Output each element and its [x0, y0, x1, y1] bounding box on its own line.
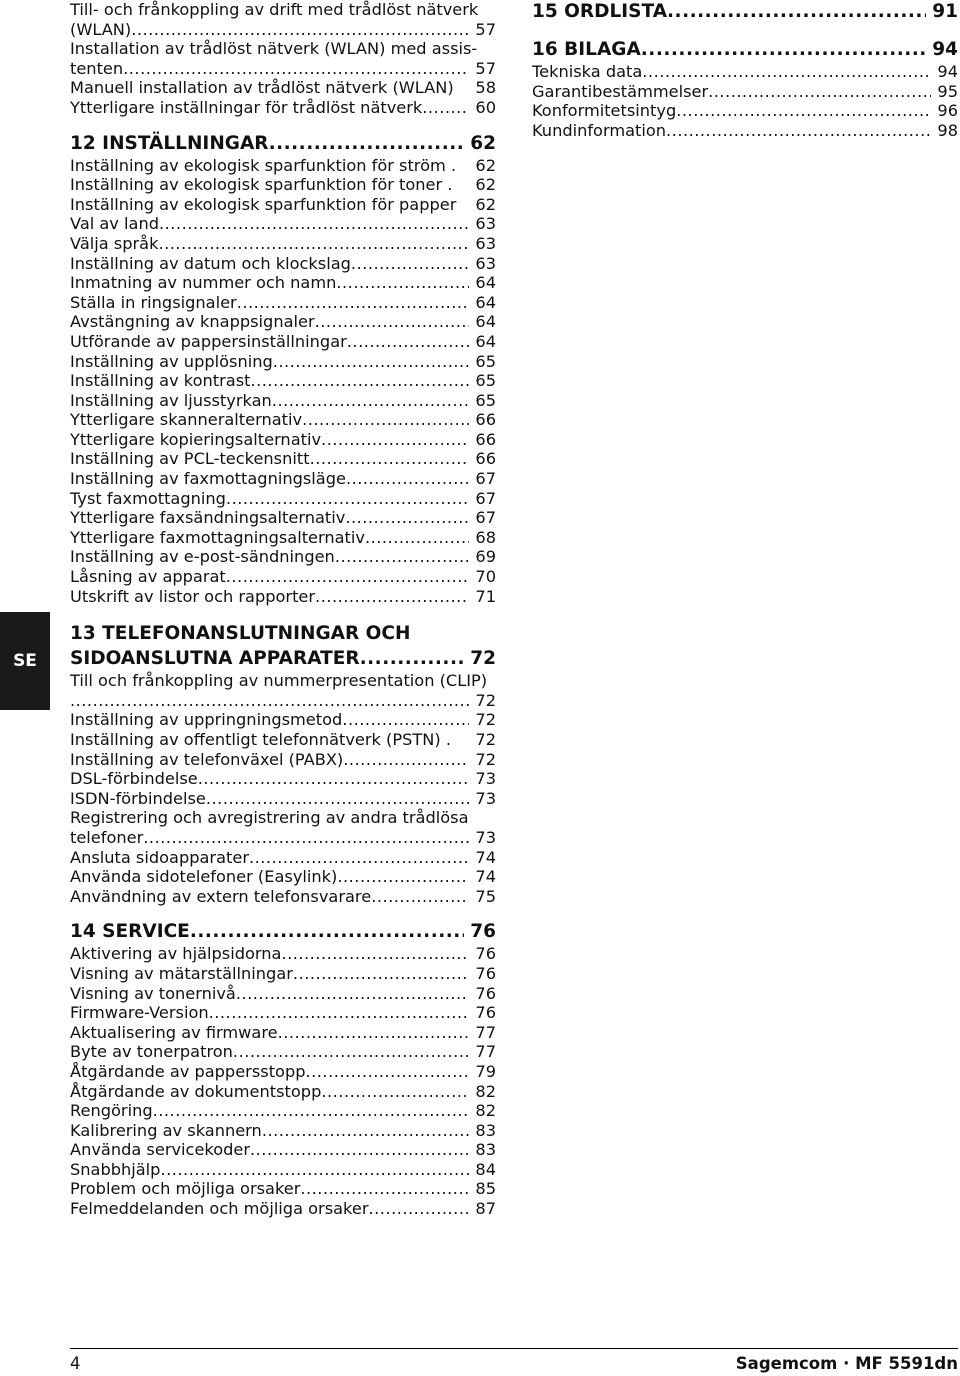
- toc-entry-title: Felmeddelanden och möjliga orsaker: [70, 1199, 369, 1219]
- toc-entry-title: DSL-förbindelse: [70, 769, 198, 789]
- toc-entry[interactable]: [70, 332, 496, 352]
- toc-entry[interactable]: [70, 352, 496, 372]
- dot-leader: [249, 848, 469, 868]
- toc-page-number: 87: [475, 1199, 496, 1219]
- toc-entry-title: Ytterligare inställningar för trådlöst nätverk: [70, 97, 423, 117]
- toc-page-number: 69: [475, 547, 496, 567]
- toc-section-heading: 13 TELEFONANSLUTNINGAR OCH: [70, 623, 411, 645]
- section-gap: [70, 118, 496, 132]
- toc-entry[interactable]: [70, 214, 496, 234]
- toc-entry-text: Till och frånkoppling av nummerpresentation (CLIP): [70, 671, 488, 691]
- toc-page-number: 67: [475, 469, 496, 489]
- toc-entry[interactable]: [70, 254, 496, 274]
- toc-page-number: 83: [475, 1120, 496, 1140]
- toc-entry[interactable]: [70, 1023, 496, 1043]
- toc-page-number: 62: [470, 132, 496, 154]
- toc-entry-title: Ytterligare faxmottagningsalternativ: [70, 527, 365, 547]
- toc-page-number: 62: [475, 194, 496, 214]
- dot-leader: [190, 920, 464, 944]
- toc-entry-text: Till- och frånkoppling av drift med trådlöst nätverk: [70, 0, 479, 19]
- dot-leader: [667, 0, 926, 24]
- toc-page-number: 83: [475, 1140, 496, 1160]
- dot-leader: [269, 132, 465, 156]
- toc-entry-title: Firmware-Version: [70, 1003, 209, 1023]
- toc-entry[interactable]: [70, 887, 496, 907]
- toc-entry-title: Visning av mätarställningar: [70, 963, 293, 983]
- toc-entry-title: Kalibrering av skannern: [70, 1120, 262, 1140]
- toc-entry-title: (WLAN): [70, 19, 132, 39]
- toc-left-column: [70, 0, 496, 1219]
- section-gap: [70, 606, 496, 620]
- dot-leader: [273, 352, 470, 372]
- toc-entry-title: Ytterligare skanneralternativ: [70, 410, 303, 430]
- toc-entry[interactable]: [70, 528, 496, 548]
- toc-entry[interactable]: [70, 730, 496, 750]
- section-gap: [70, 906, 496, 920]
- toc-page-number: 70: [475, 567, 496, 587]
- toc-page-number: 72: [475, 730, 496, 749]
- toc-entry-title: Garantibestämmelser: [532, 81, 709, 101]
- toc-page-number: 64: [475, 331, 496, 351]
- toc-entry[interactable]: [532, 62, 958, 82]
- toc-entry-text: Registrering och avregistrering av andra trådlösa: [70, 808, 469, 828]
- toc-entry[interactable]: [70, 1042, 496, 1062]
- dot-leader: [209, 1003, 470, 1023]
- toc-entry[interactable]: [532, 82, 958, 102]
- dot-leader: [160, 1160, 469, 1180]
- dot-leader: [666, 121, 931, 141]
- toc-page-number: 94: [932, 39, 958, 60]
- toc-entry-title: Tekniska data: [532, 62, 643, 81]
- toc-entry[interactable]: [70, 1140, 496, 1160]
- toc-entry-title: Använda servicekoder: [70, 1140, 251, 1160]
- footer-divider: [70, 1348, 958, 1349]
- toc-page-number: 66: [475, 410, 496, 430]
- toc-entry-title: Byte av tonerpatron: [70, 1042, 233, 1062]
- toc-entry[interactable]: [70, 234, 496, 254]
- dot-leader: [345, 508, 469, 528]
- toc-page-number: 57: [475, 19, 496, 39]
- toc-entry[interactable]: [70, 293, 496, 313]
- dot-leader: [360, 647, 465, 671]
- dot-leader: [302, 410, 469, 430]
- dot-leader: [371, 887, 469, 907]
- dot-leader: [676, 101, 931, 121]
- toc-entry-title: Ytterligare kopieringsalternativ: [70, 429, 322, 449]
- toc-entry-title: SIDOANSLUTNA APPARATER: [70, 648, 360, 670]
- toc-entry-title: Inställning av ekologisk sparfunktion för ström .: [70, 155, 457, 175]
- toc-entry-title: Använda sidotelefoner (Easylink): [70, 867, 338, 887]
- toc-entry[interactable]: [70, 710, 496, 730]
- toc-entry-title: Inställning av datum och klockslag: [70, 253, 351, 273]
- toc-section-heading[interactable]: [70, 132, 496, 156]
- toc-entry[interactable]: [70, 20, 496, 40]
- toc-entry[interactable]: [70, 508, 496, 528]
- toc-entry-title: Åtgärdande av dokumentstopp: [70, 1081, 322, 1101]
- dot-leader: [158, 234, 469, 254]
- toc-entry[interactable]: [70, 1199, 496, 1219]
- toc-entry[interactable]: [70, 1179, 496, 1199]
- toc-entry[interactable]: [70, 547, 496, 567]
- toc-entry-title: Aktivering av hjälpsidorna: [70, 944, 282, 964]
- dot-leader: [206, 789, 470, 809]
- toc-page-number: 73: [475, 827, 496, 847]
- toc-entry[interactable]: [70, 410, 496, 430]
- dot-leader: [641, 38, 926, 62]
- dot-leader: [272, 391, 470, 411]
- toc-entry[interactable]: [70, 691, 496, 711]
- toc-entry[interactable]: [70, 769, 496, 789]
- toc-page-number: 66: [475, 429, 496, 449]
- toc-entry-title: Avstängning av knappsignaler: [70, 312, 315, 332]
- toc-page-number: 57: [475, 58, 496, 78]
- toc-page-number: 77: [475, 1042, 496, 1062]
- dot-leader: [343, 750, 469, 770]
- toc-entry[interactable]: [70, 964, 496, 984]
- toc-entry[interactable]: [532, 101, 958, 121]
- toc-entry-title: Inställning av uppringningsmetod: [70, 710, 343, 730]
- dot-leader: [336, 273, 469, 293]
- toc-entry-title: Inställning av offentligt telefonnätverk (PSTN) .: [70, 730, 452, 749]
- dot-leader: [198, 769, 470, 789]
- toc-page-number: 82: [475, 1081, 496, 1101]
- toc-page-number: 66: [475, 449, 496, 469]
- toc-page-number: 96: [937, 101, 958, 121]
- dot-leader: [226, 567, 470, 587]
- toc-entry-title: Val av land: [70, 214, 159, 234]
- toc-entry-title: telefoner: [70, 827, 144, 847]
- toc-page-number: 62: [475, 175, 496, 195]
- toc-page-number: 64: [475, 312, 496, 332]
- toc-entry-title: 14 SERVICE: [70, 921, 190, 943]
- toc-page-number: 95: [937, 81, 958, 101]
- toc-right-column: [532, 0, 958, 140]
- toc-entry[interactable]: [70, 944, 496, 964]
- toc-page-number: 76: [475, 1003, 496, 1023]
- dot-leader: [262, 1121, 470, 1141]
- toc-page-number: 72: [475, 749, 496, 769]
- toc-section-heading[interactable]: [532, 38, 958, 62]
- toc-entry[interactable]: [70, 312, 496, 332]
- dot-leader: [346, 469, 469, 489]
- toc-entry[interactable]: [70, 195, 496, 215]
- toc-page-number: 82: [475, 1101, 496, 1121]
- toc-entry[interactable]: [70, 273, 496, 293]
- dot-leader: [422, 98, 469, 118]
- toc-entry[interactable]: [70, 78, 496, 98]
- dot-leader: [233, 1042, 469, 1062]
- toc-page-number: 58: [475, 78, 496, 98]
- dot-leader: [347, 332, 470, 352]
- toc-entry[interactable]: [70, 567, 496, 587]
- toc-entry[interactable]: [70, 1101, 496, 1121]
- toc-page-number: 67: [475, 488, 496, 508]
- toc-entry-title: Inmatning av nummer och namn: [70, 273, 337, 293]
- toc-entry-title: Manuell installation av trådlöst nätverk (WLAN): [70, 78, 454, 98]
- toc-entry-title: 12 INSTÄLLNINGAR: [70, 132, 269, 154]
- toc-entry-title: Ställa in ringsignaler: [70, 292, 237, 312]
- toc-entry[interactable]: [70, 789, 496, 809]
- toc-page-number: 64: [475, 292, 496, 312]
- toc-entry-title: Inställning av ekologisk sparfunktion för toner .: [70, 175, 453, 195]
- toc-page-number: 91: [932, 1, 958, 22]
- toc-entry[interactable]: [70, 1121, 496, 1141]
- toc-entry[interactable]: [70, 587, 496, 607]
- toc-page-number: 76: [475, 944, 496, 964]
- toc-entry[interactable]: [70, 98, 496, 118]
- dot-leader: [281, 944, 469, 964]
- toc-page-number: 76: [475, 983, 496, 1003]
- dot-leader: [123, 59, 469, 79]
- language-tab: SE: [0, 612, 50, 710]
- toc-entry[interactable]: [70, 1062, 496, 1082]
- toc-entry[interactable]: [70, 430, 496, 450]
- toc-entry-title: Inställning av PCL-teckensnitt: [70, 449, 310, 469]
- toc-page-number: 64: [475, 273, 496, 293]
- toc-entry-title: Inställning av telefonväxel (PABX): [70, 749, 344, 769]
- toc-entry-title: Inställning av ekologisk sparfunktion för papper: [70, 194, 457, 214]
- toc-page-number: 74: [475, 847, 496, 867]
- toc-entry[interactable]: [70, 489, 496, 509]
- dot-leader: [236, 984, 470, 1004]
- toc-entry[interactable]: [70, 371, 496, 391]
- toc-entry-title: Åtgärdande av pappersstopp: [70, 1061, 306, 1081]
- toc-page-number: 67: [475, 508, 496, 528]
- dot-leader: [153, 1101, 470, 1121]
- toc-entry[interactable]: [532, 121, 958, 141]
- toc-entry[interactable]: [70, 469, 496, 489]
- toc-entry[interactable]: [70, 449, 496, 469]
- toc-entry[interactable]: [70, 59, 496, 79]
- toc-entry[interactable]: [70, 828, 496, 848]
- toc-entry-title: Konformitetsintyg: [532, 101, 677, 121]
- toc-entry-title: Inställning av upplösning: [70, 351, 273, 371]
- toc-entry-title: Ansluta sidoapparater: [70, 847, 249, 867]
- dot-leader: [131, 20, 469, 40]
- toc-entry[interactable]: [70, 175, 496, 195]
- footer-page-number: 4: [70, 1354, 81, 1373]
- toc-entry[interactable]: [70, 848, 496, 868]
- dot-leader: [642, 62, 931, 82]
- toc-entry-title: Låsning av apparat: [70, 567, 226, 587]
- toc-page-number: 65: [475, 351, 496, 371]
- dot-leader: [278, 1023, 470, 1043]
- toc-page-number: 71: [475, 586, 496, 606]
- toc-entry-title: 16 BILAGA: [532, 39, 641, 60]
- toc-page-number: 72: [475, 710, 496, 730]
- toc-page-number: 63: [475, 233, 496, 253]
- toc-entry-title: Ytterligare faxsändningsalternativ: [70, 508, 346, 528]
- toc-entry-title: Inställning av e-post-sändningen: [70, 547, 335, 567]
- dot-leader: [368, 1199, 469, 1219]
- toc-entry-title: Kundinformation: [532, 120, 667, 140]
- toc-page-number: 68: [475, 527, 496, 547]
- dot-leader: [337, 867, 469, 887]
- toc-page-number: 63: [475, 253, 496, 273]
- toc-entry[interactable]: [70, 391, 496, 411]
- toc-entry-text: Installation av trådlöst nätverk (WLAN) med assis-: [70, 39, 478, 59]
- dot-leader: [321, 1082, 469, 1102]
- toc-page-number: 84: [475, 1159, 496, 1179]
- toc-entry-title: Inställning av kontrast: [70, 371, 251, 391]
- toc-page-number: 76: [475, 963, 496, 983]
- toc-entry-title: Snabbhjälp: [70, 1159, 161, 1179]
- section-gap: [532, 24, 958, 38]
- dot-leader: [70, 691, 469, 711]
- dot-leader: [250, 1140, 469, 1160]
- toc-page-number: 98: [937, 120, 958, 140]
- toc-entry-title: ISDN-förbindelse: [70, 788, 206, 808]
- toc-entry-title: Problem och möjliga orsaker: [70, 1179, 301, 1199]
- toc-entry-title: Rengöring: [70, 1101, 153, 1121]
- toc-page-number: 94: [937, 62, 958, 81]
- toc-entry-title: Utskrift av listor och rapporter: [70, 586, 316, 606]
- dot-leader: [159, 214, 469, 234]
- dot-leader: [306, 1062, 470, 1082]
- toc-page-number: 77: [475, 1022, 496, 1042]
- toc-page-number: 73: [475, 769, 496, 789]
- toc-section-heading[interactable]: [70, 920, 496, 944]
- toc-entry[interactable]: [70, 867, 496, 887]
- toc-page-number: 65: [475, 371, 496, 391]
- dot-leader: [300, 1179, 469, 1199]
- toc-page-number: 74: [475, 867, 496, 887]
- toc-page-number: 72: [475, 690, 496, 710]
- toc-entry-title: Utförande av pappersinställningar: [70, 331, 347, 351]
- toc-entry-title: Välja språk: [70, 233, 159, 253]
- toc-page-number: 85: [475, 1179, 496, 1199]
- toc-entry-title: Tyst faxmottagning: [70, 488, 226, 508]
- toc-page-number: 73: [475, 788, 496, 808]
- dot-leader: [143, 828, 469, 848]
- toc-entry[interactable]: [70, 156, 496, 176]
- dot-leader: [351, 254, 469, 274]
- dot-leader: [237, 293, 470, 313]
- toc-page-number: 79: [475, 1061, 496, 1081]
- toc-entry[interactable]: [70, 750, 496, 770]
- toc-entry-title: Inställning av ljusstyrkan: [70, 390, 272, 410]
- toc-entry-title: Visning av tonernivå: [70, 983, 236, 1003]
- toc-page-number: 72: [470, 648, 496, 670]
- toc-entry[interactable]: [70, 1003, 496, 1023]
- toc-entry-title: Användning av extern telefonsvarare: [70, 886, 372, 906]
- toc-entry[interactable]: [70, 1160, 496, 1180]
- dot-leader: [365, 528, 469, 548]
- dot-leader: [250, 371, 469, 391]
- dot-leader: [293, 964, 469, 984]
- toc-entry-title: tenten: [70, 58, 124, 78]
- toc-entry[interactable]: [70, 1082, 496, 1102]
- toc-page-number: 65: [475, 390, 496, 410]
- toc-section-heading[interactable]: [532, 0, 958, 24]
- toc-entry-title: Inställning av faxmottagningsläge: [70, 469, 346, 489]
- dot-leader: [321, 430, 469, 450]
- toc-section-heading[interactable]: [70, 647, 496, 671]
- dot-leader: [226, 489, 469, 509]
- toc-page-number: 75: [475, 886, 496, 906]
- dot-leader: [708, 82, 931, 102]
- toc-page-number: 62: [475, 155, 496, 175]
- toc-entry-title: 15 ORDLISTA: [532, 1, 668, 22]
- dot-leader: [342, 710, 469, 730]
- dot-leader: [310, 449, 470, 469]
- dot-leader: [315, 587, 469, 607]
- toc-page-number: 76: [470, 921, 496, 943]
- toc-entry-title: Aktualisering av firmware: [70, 1022, 278, 1042]
- toc-entry[interactable]: [70, 984, 496, 1004]
- toc-page-number: 60: [475, 97, 496, 117]
- dot-leader: [315, 312, 470, 332]
- footer-brand: Sagemcom · MF 5591dn: [735, 1354, 958, 1373]
- dot-leader: [335, 547, 470, 567]
- toc-page-number: 63: [475, 214, 496, 234]
